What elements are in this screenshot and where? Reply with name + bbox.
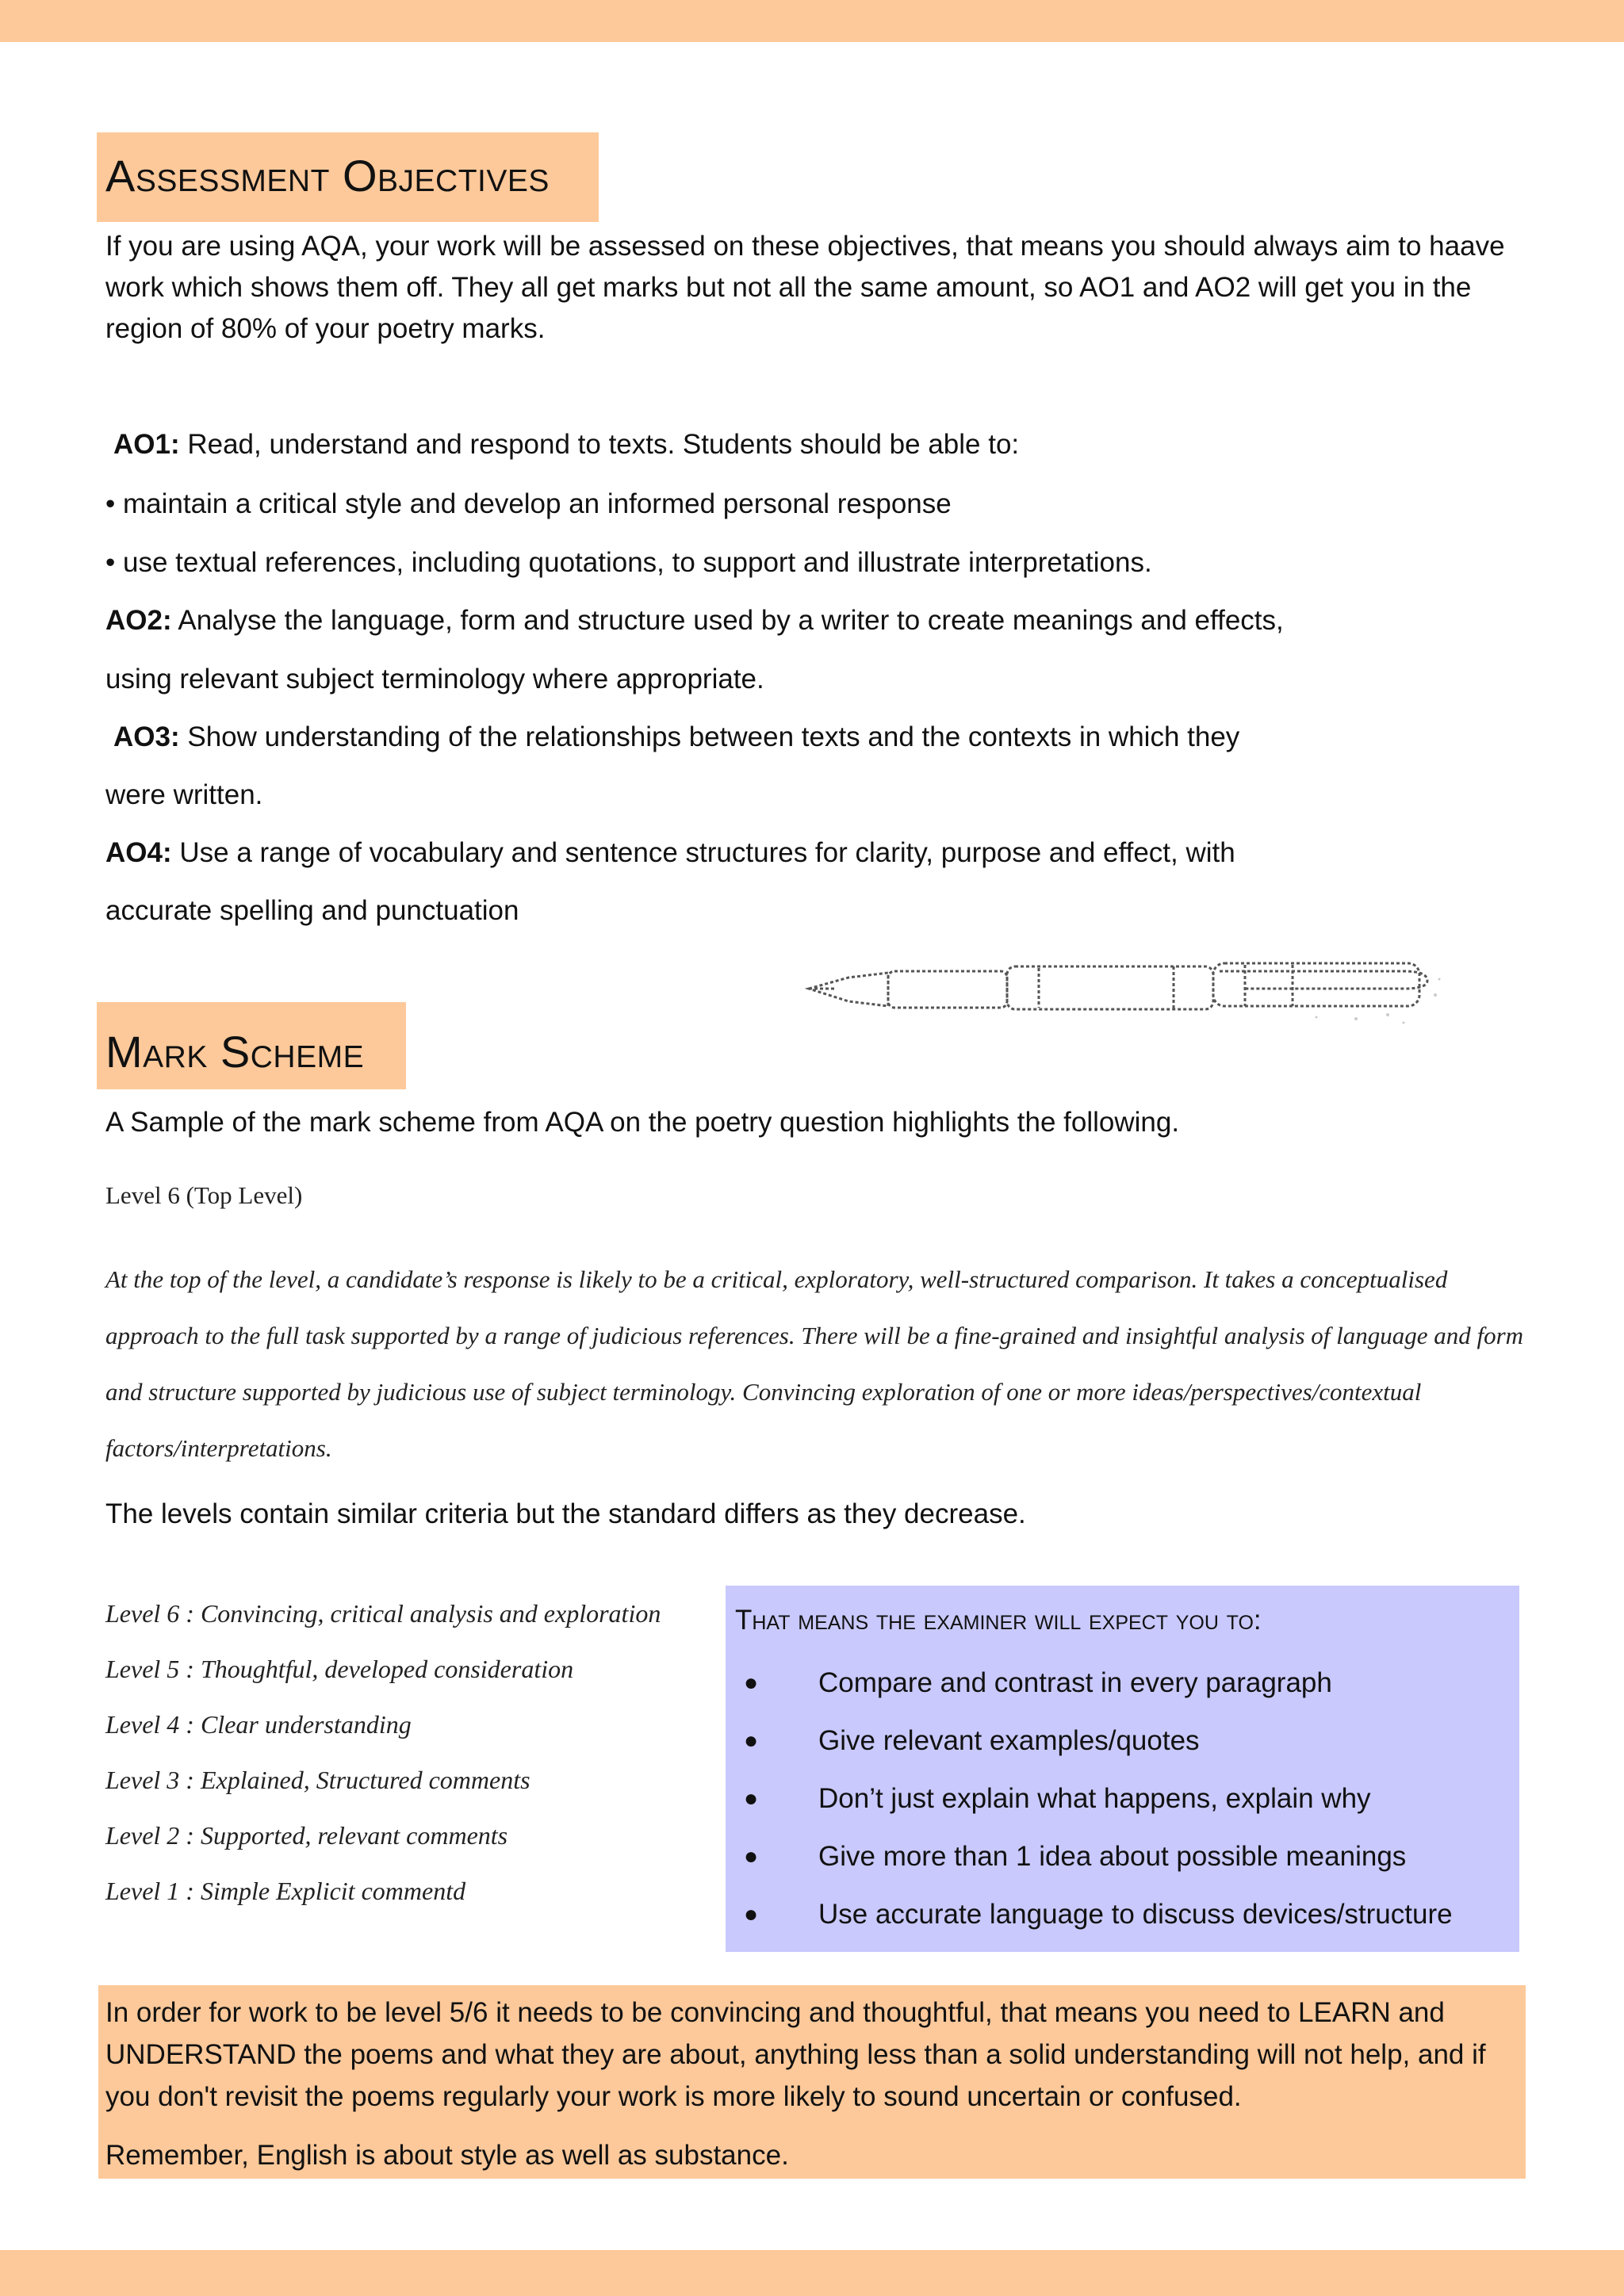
top-band xyxy=(0,0,1624,42)
bullet-icon: ● xyxy=(744,1785,759,1812)
ao3-continuation: were written. xyxy=(105,779,263,810)
level-item: Level 1 : Simple Explicit commentd xyxy=(105,1877,466,1905)
ao3-text: Show understanding of the relationships between texts and the contexts in which they xyxy=(179,721,1240,752)
note-remember: Remember, English is about style as well as substance. xyxy=(105,2140,789,2171)
expectation-item: ● Give more than 1 idea about possible meanings xyxy=(735,1827,1519,1885)
fountain-pen-icon xyxy=(801,939,1451,1035)
ao4-text: Use a range of vocabulary and sentence structures for clarity, purpose and effect, with xyxy=(171,837,1235,868)
ao2-text: Analyse the language, form and structure used by a writer to create meanings and effects, xyxy=(171,605,1284,636)
bullet-icon: ● xyxy=(744,1670,759,1696)
ao1-line xyxy=(113,427,1019,462)
expectation-item: ● Don’t just explain what happens, explain why xyxy=(735,1770,1519,1827)
ao3-label: AO3: xyxy=(113,721,180,752)
mark-scheme-heading: Mark Scheme xyxy=(97,1002,406,1089)
examiner-expectations-list xyxy=(735,1654,1519,1943)
ao2-line xyxy=(105,603,1284,638)
assessment-objectives-heading: Assessment Objectives xyxy=(97,132,599,222)
level-item: Level 3 : Explained, Structured comments xyxy=(105,1766,530,1794)
expectation-item: ● Give relevant examples/quotes xyxy=(735,1712,1519,1770)
level-6-heading: Level 6 (Top Level) xyxy=(105,1181,303,1209)
ao4-continuation: accurate spelling and punctuation xyxy=(105,895,519,926)
expectation-item: ● Compare and contrast in every paragraph xyxy=(735,1654,1519,1712)
mark-scheme-intro: A Sample of the mark scheme from AQA on the poetry question highlights the following. xyxy=(105,1107,1180,1138)
levels-note: The levels contain similar criteria but the standard differs as they decrease. xyxy=(105,1498,1026,1529)
level-item: Level 2 : Supported, relevant comments xyxy=(105,1821,508,1850)
ao4-line xyxy=(105,836,1235,871)
expectation-item: ● Use accurate language to discuss devices/structure xyxy=(735,1885,1519,1943)
level-item: Level 5 : Thoughtful, developed consideration xyxy=(105,1655,574,1683)
level-item: Level 4 : Clear understanding xyxy=(105,1710,412,1739)
level-item: Level 6 : Convincing, critical analysis and exploration xyxy=(105,1599,661,1628)
bullet-icon: ● xyxy=(744,1728,759,1754)
bullet-icon: ● xyxy=(744,1901,759,1927)
assessment-intro: If you are using AQA, your work will be assessed on these objectives, that means you should always aim to haave work which shows them off. They all get marks but not all the same amount, so AO1 and AO2 will get you in the region of 80% of your poetry marks. xyxy=(105,231,1505,344)
examiner-expectations-box xyxy=(726,1586,1519,1952)
note-paragraph: In order for work to be level 5/6 it needs to be convincing and thoughtful, that means you need to LEARN and UNDERSTAND the poems and what they are about, anything less than a solid understanding will not help, and if you don't revisit the poems regularly your work is more likely to sound uncertain or confused. xyxy=(105,1997,1486,2112)
ao1-bullet-textual-references: • use textual references, including quotations, to support and illustrate interpretations. xyxy=(105,547,1152,578)
ao2-continuation: using relevant subject terminology where appropriate. xyxy=(105,664,764,695)
level-6-description: At the top of the level, a candidate’s response is likely to be a critical, exploratory, well-structured comparison. It takes a conceptualised approach to the full task supported by a range of judicious references. There will be a fine-grained and insightful analysis of language and form and structure supported by judicious use of subject terminology. Convincing exploration of one or more ideas/perspectives/contextual factors/interpretations. xyxy=(105,1265,1524,1462)
ao2-label: AO2: xyxy=(105,605,172,636)
ao4-label: AO4: xyxy=(105,837,172,868)
ao1-label: AO1: xyxy=(113,429,180,460)
level-5-6-note-box xyxy=(98,1985,1526,2179)
ao3-line xyxy=(113,720,1239,755)
levels-list xyxy=(105,1586,661,1919)
examiner-expectations-title: That means the examiner will expect you to: xyxy=(735,1605,1262,1636)
ao1-bullet-critical-style: • maintain a critical style and develop an informed personal response xyxy=(105,488,952,519)
bottom-band xyxy=(0,2250,1624,2296)
bullet-icon: ● xyxy=(744,1843,759,1869)
ao1-text: Read, understand and respond to texts. Students should be able to: xyxy=(179,429,1020,460)
